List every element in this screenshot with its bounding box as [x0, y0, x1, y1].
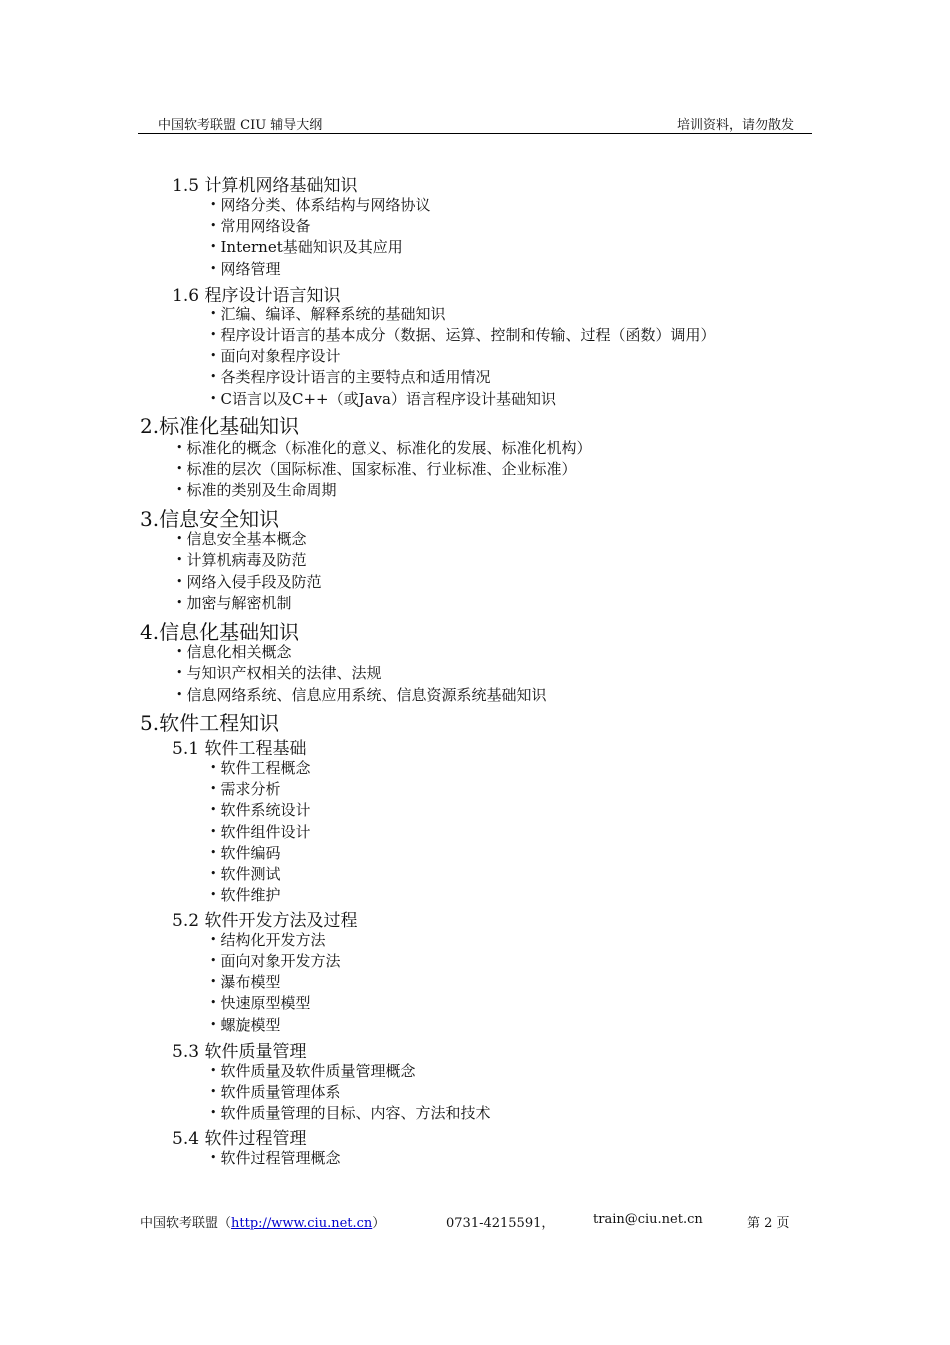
bullet-icon: • [210, 1106, 217, 1119]
bullet-item [210, 799, 311, 820]
bullet-item [210, 258, 281, 279]
bullet-item [210, 971, 281, 992]
line-text: 3.信息安全知识 [140, 507, 280, 531]
subsection-heading [172, 1124, 306, 1149]
bullet-item [210, 236, 403, 257]
bullet-item [176, 684, 547, 705]
line-text: 软件系统设计 [220, 801, 311, 819]
bullet-item [210, 1060, 416, 1081]
bullet-item [210, 884, 281, 905]
bullet-item [176, 458, 577, 479]
section-heading [140, 410, 299, 439]
line-text: 软件质量及软件质量管理概念 [220, 1062, 416, 1080]
section-heading [140, 707, 279, 736]
bullet-item [210, 324, 716, 345]
bullet-item [176, 549, 307, 570]
bullet-icon: • [176, 645, 183, 658]
line-text: 网络入侵手段及防范 [186, 573, 322, 591]
line-text: 5.3 软件质量管理 [172, 1042, 307, 1062]
line-text: 加密与解密机制 [186, 594, 292, 612]
bullet-icon: • [210, 803, 217, 816]
bullet-icon: • [210, 349, 217, 362]
bullet-item [176, 528, 307, 549]
bullet-icon: • [210, 846, 217, 859]
line-text: 面向对象开发方法 [220, 952, 341, 970]
line-text: 1.5 计算机网络基础知识 [172, 176, 358, 196]
bullet-item [210, 757, 311, 778]
bullet-item [210, 950, 341, 971]
line-text: 5.4 软件过程管理 [172, 1129, 307, 1149]
subsection-heading [172, 171, 357, 196]
line-text: 螺旋模型 [220, 1016, 281, 1034]
line-text: 信息化相关概念 [186, 643, 292, 661]
bullet-icon: • [210, 867, 217, 880]
footer-url-link[interactable]: http://www.ciu.net.cn [231, 1216, 373, 1231]
subsection-heading [172, 906, 357, 931]
footer-org [140, 1212, 385, 1231]
bullet-icon: • [210, 975, 217, 988]
footer-page-number: 第 2 页 [747, 1216, 790, 1231]
line-text: 标准的类别及生命周期 [186, 481, 337, 499]
bullet-item [210, 303, 446, 324]
bullet-icon: • [176, 532, 183, 545]
line-text: 汇编、编译、解释系统的基础知识 [220, 305, 446, 323]
bullet-icon: • [210, 240, 217, 253]
bullet-icon: • [176, 596, 183, 609]
bullet-item [210, 1147, 341, 1168]
line-text: 1.6 程序设计语言知识 [172, 286, 341, 306]
line-text: 快速原型模型 [220, 994, 311, 1012]
bullet-icon: • [210, 328, 217, 341]
bullet-item [210, 778, 281, 799]
line-text: 信息安全基本概念 [186, 530, 307, 548]
bullet-icon: • [210, 262, 217, 275]
header-notice: 培训资料，请勿散发 [676, 118, 794, 133]
bullet-icon: • [210, 370, 217, 383]
bullet-icon: • [210, 198, 217, 211]
bullet-icon: • [210, 1085, 217, 1098]
line-text: 面向对象程序设计 [220, 347, 341, 365]
bullet-icon: • [210, 1064, 217, 1077]
bullet-item [210, 992, 311, 1013]
bullet-icon: • [210, 761, 217, 774]
bullet-item [176, 437, 592, 458]
bullet-icon: • [176, 575, 183, 588]
footer-org-suffix: ） [372, 1216, 386, 1231]
bullet-icon: • [210, 392, 217, 405]
line-text: 软件维护 [220, 886, 281, 904]
subsection-heading [172, 1037, 306, 1062]
line-text: 信息网络系统、信息应用系统、信息资源系统基础知识 [186, 686, 547, 704]
line-text: Internet基础知识及其应用 [220, 238, 403, 256]
line-text: 结构化开发方法 [220, 931, 326, 949]
line-text: 软件质量管理的目标、内容、方法和技术 [220, 1104, 491, 1122]
bullet-icon: • [176, 553, 183, 566]
bullet-item [210, 388, 556, 409]
bullet-item [176, 479, 337, 500]
line-text: 5.2 软件开发方法及过程 [172, 911, 358, 931]
line-text: 程序设计语言的基本成分（数据、运算、控制和传输、过程（函数）调用） [220, 326, 716, 344]
bullet-item [210, 366, 491, 387]
bullet-icon: • [210, 307, 217, 320]
footer-email: train@ciu.net.cn [593, 1212, 703, 1227]
bullet-icon: • [210, 954, 217, 967]
bullet-item [210, 215, 311, 236]
line-text: 各类程序设计语言的主要特点和适用情况 [220, 368, 491, 386]
bullet-item [210, 929, 326, 950]
line-text: 软件编码 [220, 844, 281, 862]
line-text: 软件质量管理体系 [220, 1083, 341, 1101]
bullet-icon: • [176, 483, 183, 496]
bullet-item [210, 1014, 281, 1035]
line-text: 网络分类、体系结构与网络协议 [220, 196, 431, 214]
bullet-item [210, 1102, 491, 1123]
line-text: 软件工程概念 [220, 759, 311, 777]
bullet-item [176, 641, 292, 662]
bullet-item [210, 842, 281, 863]
bullet-icon: • [210, 782, 217, 795]
line-text: 计算机病毒及防范 [186, 551, 307, 569]
bullet-item [176, 571, 322, 592]
bullet-icon: • [176, 666, 183, 679]
footer-phone: 0731-4215591， [446, 1216, 555, 1231]
bullet-item [210, 345, 341, 366]
bullet-icon: • [176, 688, 183, 701]
line-text: 软件组件设计 [220, 823, 311, 841]
line-text: 标准化的概念（标准化的意义、标准化的发展、标准化机构） [186, 439, 592, 457]
bullet-item [176, 592, 292, 613]
bullet-icon: • [210, 219, 217, 232]
bullet-icon: • [176, 441, 183, 454]
line-text: 网络管理 [220, 260, 281, 278]
bullet-item [210, 863, 281, 884]
line-text: 5.软件工程知识 [140, 711, 280, 735]
bullet-icon: • [210, 888, 217, 901]
bullet-icon: • [210, 996, 217, 1009]
bullet-icon: • [210, 933, 217, 946]
line-text: 瀑布模型 [220, 973, 281, 991]
header-title: 中国软考联盟 CIU 辅导大纲 [158, 118, 323, 133]
line-text: C语言以及C++（或Java）语言程序设计基础知识 [220, 390, 556, 408]
bullet-item [210, 821, 311, 842]
line-text: 5.1 软件工程基础 [172, 739, 307, 759]
page-header [138, 112, 812, 134]
line-text: 2.标准化基础知识 [140, 414, 300, 438]
bullet-icon: • [210, 1018, 217, 1031]
line-text: 与知识产权相关的法律、法规 [186, 664, 382, 682]
bullet-item [210, 1081, 341, 1102]
line-text: 常用网络设备 [220, 217, 311, 235]
bullet-icon: • [176, 462, 183, 475]
line-text: 需求分析 [220, 780, 281, 798]
line-text: 标准的层次（国际标准、国家标准、行业标准、企业标准） [186, 460, 577, 478]
bullet-item [210, 194, 431, 215]
line-text: 软件过程管理概念 [220, 1149, 341, 1167]
line-text: 软件测试 [220, 865, 281, 883]
line-text: 4.信息化基础知识 [140, 620, 300, 644]
subsection-heading [172, 734, 306, 759]
bullet-item [176, 662, 382, 683]
bullet-icon: • [210, 825, 217, 838]
bullet-icon: • [210, 1151, 217, 1164]
footer-org-prefix: 中国软考联盟（ [140, 1216, 232, 1231]
